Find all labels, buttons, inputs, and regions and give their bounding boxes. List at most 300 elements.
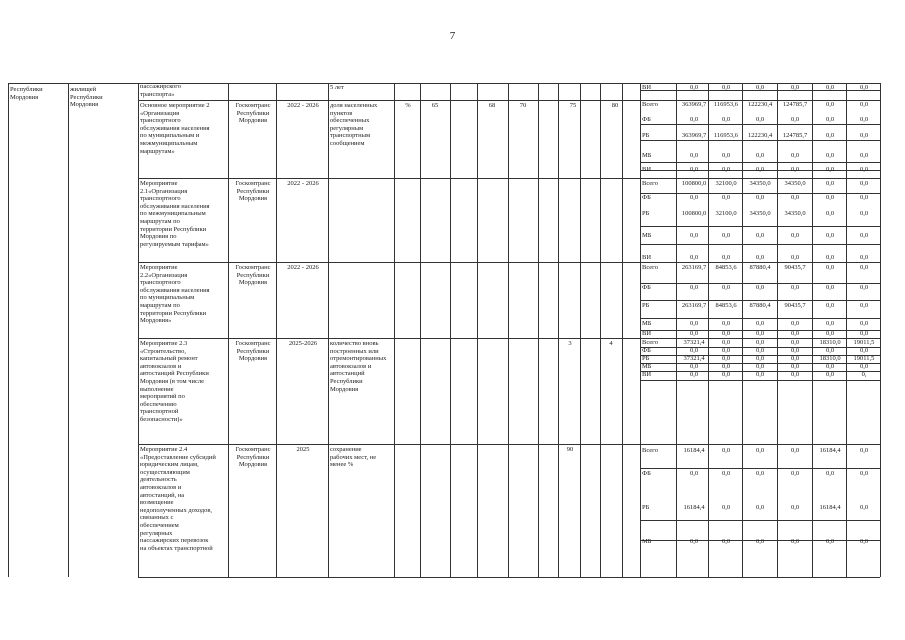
event-name-cell: «Предоставление субсидий — [140, 453, 216, 461]
funding-source-label: МБ — [642, 363, 652, 370]
funding-value: 0,0 — [755, 166, 765, 173]
funding-value: 0,0 — [859, 538, 869, 545]
finance-row-line — [640, 444, 880, 445]
funding-value: 0,0 — [790, 284, 800, 291]
funding-value: 0,0 — [790, 347, 800, 354]
funding-value: 0,0 — [721, 538, 731, 545]
funding-source-label: Всего — [642, 264, 658, 271]
finance-row-line — [640, 577, 880, 578]
event-name-cell: выполнение — [140, 385, 174, 393]
funding-value: 0,0 — [689, 371, 699, 378]
funding-value: 0,0 — [825, 320, 835, 327]
event-name-cell: территории Республики — [140, 309, 207, 317]
funding-value: 34350,0 — [784, 210, 806, 217]
funding-value: 0,0 — [825, 116, 835, 123]
funding-value: 0,0 — [790, 166, 800, 173]
funding-source-label: Всего — [642, 339, 658, 346]
funding-value: 0,0 — [825, 84, 835, 91]
event-name-cell: капитальный ремонт — [140, 355, 198, 363]
funding-value: 0,0 — [825, 363, 835, 370]
executor-cell: Республики — [236, 271, 270, 279]
region-cell: Республики — [10, 86, 43, 93]
funding-value: 0,0 — [790, 339, 800, 346]
event-name-cell: транспортного — [140, 279, 181, 287]
funding-source-label: РБ — [642, 504, 650, 511]
funding-value: 0,0 — [825, 302, 835, 309]
executor-cell: Мордовия — [238, 355, 268, 363]
funding-value: 263169,7 — [681, 302, 707, 309]
funding-value: 0,0 — [859, 101, 869, 108]
funding-value: 0,0 — [859, 264, 869, 271]
indicator-cell: сообщением — [330, 140, 365, 147]
unit-cell: % — [405, 102, 411, 109]
funding-value: 0,0 — [721, 339, 731, 346]
funding-value: 0,0 — [825, 284, 835, 291]
funding-value: 84853,6 — [715, 302, 737, 309]
funding-value: 0,0 — [755, 363, 765, 370]
event-name-cell: Мероприятие — [140, 180, 178, 187]
funding-value: 0,0 — [790, 232, 800, 239]
indicator-value: 65 — [431, 102, 439, 109]
funding-value: 0,0 — [859, 194, 869, 201]
funding-value: 0,0 — [689, 470, 699, 477]
funding-value: 34350,0 — [784, 180, 806, 187]
event-name-cell: «Строительство, — [140, 347, 186, 355]
funding-source-label: Всего — [642, 180, 658, 187]
event-name-cell: автостанций Республики — [140, 370, 209, 378]
funding-value: 18310,0 — [819, 355, 841, 362]
funding-value: 0,0 — [689, 347, 699, 354]
event-name-cell: 2.2«Организация — [140, 271, 188, 279]
indicator-cell: 5 лет — [330, 84, 344, 91]
funding-value: 0,0 — [790, 194, 800, 201]
region-cell: Мордовия — [10, 93, 39, 101]
funding-value: 90435,7 — [784, 264, 806, 271]
funding-value: 0,0 — [721, 330, 731, 337]
indicator-cell: отремонтированных — [330, 355, 387, 363]
funding-value: 0,0 — [825, 210, 835, 217]
funding-value: 0,0 — [689, 320, 699, 327]
funding-value: 0,0 — [790, 84, 800, 91]
funding-value: 0,0 — [825, 347, 835, 354]
grid-column-line — [450, 83, 451, 577]
indicator-cell: рабочих мест, не — [330, 453, 377, 461]
funding-value: 0,0 — [689, 284, 699, 291]
funding-source-label: МБ — [642, 152, 652, 159]
funding-source-label: ВИ — [642, 371, 652, 378]
event-name-cell: транспортного — [140, 117, 181, 125]
funding-value: 32100,0 — [715, 180, 737, 187]
finance-row-line — [640, 226, 880, 227]
period-cell: 2025-2026 — [288, 340, 318, 347]
funding-value: 0,0 — [755, 320, 765, 327]
funding-source-label: РБ — [642, 355, 650, 362]
funding-value: 0,0 — [825, 371, 835, 378]
funding-value: 0,0 — [825, 152, 835, 159]
event-name-cell: Мордовия по — [140, 233, 177, 241]
funding-value: 0,0 — [721, 84, 731, 91]
indicator-value: 3 — [568, 340, 572, 347]
event-name-cell: автовокзалов и — [140, 484, 182, 491]
event-name-cell: обеспечением — [140, 522, 179, 529]
funding-source-label: ФБ — [642, 194, 651, 201]
funding-value: 0,0 — [755, 371, 765, 378]
executor-cell: Мордовия — [238, 117, 268, 125]
funding-value: 32100,0 — [715, 210, 737, 217]
funding-value: 0,0 — [689, 84, 699, 91]
executor-cell: Госкомтранс — [235, 102, 271, 109]
event-name-cell: Основное мероприятие 2 — [140, 102, 210, 109]
page-number: 7 — [449, 30, 456, 42]
indicator-cell: пунктов — [330, 109, 353, 117]
funding-value: 0,0 — [755, 447, 765, 454]
event-name-cell: обслуживания населения — [140, 286, 210, 294]
finance-row-line — [640, 140, 880, 141]
funding-value: 90435,7 — [784, 302, 806, 309]
funding-value: 0,0 — [790, 538, 800, 545]
funding-value: 0,0 — [721, 284, 731, 291]
funding-value: 19011,5 — [853, 355, 875, 362]
funding-source-label: ФБ — [642, 284, 651, 291]
funding-value: 0,0 — [790, 355, 800, 362]
event-name-cell: по муниципальным — [140, 294, 195, 302]
funding-value: 87880,4 — [749, 264, 771, 271]
funding-value: 0,0 — [689, 538, 699, 545]
funding-value: 0,0 — [859, 210, 869, 217]
funding-value: 16184,4 — [819, 447, 841, 454]
funding-value: 0,0 — [859, 470, 869, 477]
grid-column-line — [276, 83, 277, 577]
funding-value: 0,0 — [825, 470, 835, 477]
event-name-cell: возмещение — [140, 499, 174, 507]
grid-column-line — [228, 83, 229, 577]
executor-cell: Республики — [236, 347, 270, 355]
funding-value: 0,0 — [859, 284, 869, 291]
funding-value: 124785,7 — [782, 132, 808, 139]
event-name-cell: безопасности)» — [140, 416, 183, 423]
funding-value: 0,0 — [755, 470, 765, 477]
event-name-cell: обслуживания населения — [140, 202, 210, 210]
funding-value: 0,0 — [721, 152, 731, 159]
funding-value: 0,0 — [689, 330, 699, 337]
finance-row-line — [640, 468, 880, 469]
indicator-value: 70 — [519, 102, 527, 109]
grid-column-line — [138, 83, 139, 577]
program-cell: Мордовия — [70, 101, 99, 109]
funding-value: 0,0 — [755, 504, 765, 511]
funding-value: 100800,0 — [681, 180, 707, 187]
program-cell: жилищей — [70, 86, 97, 93]
funding-value: 124785,7 — [782, 101, 808, 108]
funding-value: 0,0 — [859, 152, 869, 159]
funding-value: 19011,5 — [853, 339, 875, 346]
executor-cell: Госкомтранс — [235, 340, 271, 347]
finance-row-line — [640, 318, 880, 319]
funding-value: 0,0 — [689, 232, 699, 239]
finance-row-line — [640, 300, 880, 301]
funding-value: 0,0 — [721, 347, 731, 354]
finance-row-line — [640, 244, 880, 245]
event-name-cell: Мероприятие — [140, 264, 178, 271]
funding-source-label: Всего — [642, 447, 658, 454]
funding-value: 0,0 — [790, 470, 800, 477]
event-name-cell: регулярных — [140, 529, 173, 537]
funding-value: 0,0 — [755, 116, 765, 123]
funding-source-label: ФБ — [642, 470, 651, 477]
funding-value: 0,0 — [790, 447, 800, 454]
funding-value: 0,0 — [755, 330, 765, 337]
indicator-cell: транспортным — [330, 132, 371, 140]
funding-value: 0,0 — [721, 355, 731, 362]
funding-value: 0,0 — [790, 320, 800, 327]
funding-value: 0,0 — [859, 232, 869, 239]
indicator-cell: автостанций — [330, 370, 365, 378]
event-name-cell: маршрутам» — [140, 147, 175, 155]
funding-value: 116953,6 — [713, 101, 739, 108]
funding-value: 263169,7 — [681, 264, 707, 271]
event-name-cell: недополученных доходов, — [140, 506, 213, 514]
grid-column-line — [622, 83, 623, 577]
funding-value: 0,0 — [859, 447, 869, 454]
funding-source-label: ВИ — [642, 330, 652, 337]
event-name-cell: транспорта» — [140, 90, 175, 98]
funding-value: 122230,4 — [747, 101, 773, 108]
funding-value: 0,0 — [689, 166, 699, 173]
event-name-cell: пассажирских перевозок — [140, 537, 209, 545]
indicator-value: 90 — [566, 446, 574, 453]
indicator-cell: Мордовия — [330, 385, 359, 393]
event-name-cell: транспортной — [140, 408, 179, 416]
funding-value: 0,0 — [825, 101, 835, 108]
funding-value: 0,0 — [825, 264, 835, 271]
period-cell: 2022 - 2026 — [287, 264, 319, 271]
funding-value: 0,0 — [790, 371, 800, 378]
funding-value: 0,0 — [755, 339, 765, 346]
executor-cell: Мордовия — [238, 461, 268, 469]
funding-value: 116953,6 — [713, 132, 739, 139]
event-name-cell: по межмуниципальным — [140, 210, 206, 218]
funding-value: 37321,4 — [683, 355, 705, 362]
indicator-value: 75 — [569, 102, 577, 109]
funding-value: 0,0 — [721, 254, 731, 261]
funding-value: 0,0 — [859, 320, 869, 327]
funding-value: 0,0 — [825, 166, 835, 173]
indicator-cell: доля населенных — [330, 102, 378, 109]
funding-source-label: МБ — [642, 232, 652, 239]
funding-value: 0,0 — [859, 504, 869, 511]
funding-value: 0,0 — [790, 504, 800, 511]
event-name-cell: юридическим лицам, — [140, 461, 199, 469]
funding-value: 34350,0 — [749, 210, 771, 217]
funding-source-label: Всего — [642, 101, 658, 108]
executor-cell: Республики — [236, 187, 270, 195]
grid-column-line — [880, 83, 881, 577]
grid-column-line — [68, 83, 69, 577]
funding-source-label: РБ — [642, 302, 650, 309]
funding-value: 0,0 — [790, 116, 800, 123]
executor-cell: Госкомтранс — [235, 264, 271, 271]
program-cell: Республики — [70, 93, 103, 101]
funding-value: 0,0 — [859, 302, 869, 309]
finance-row-line — [640, 520, 880, 521]
event-name-cell: обеспечению — [140, 400, 177, 408]
event-name-cell: мероприятий по — [140, 393, 185, 401]
funding-value: 16184,4 — [683, 447, 705, 454]
grid-column-line — [8, 83, 9, 577]
indicator-value: 80 — [611, 102, 619, 109]
funding-value: 0,0 — [689, 254, 699, 261]
indicator-cell: обеспеченных — [330, 117, 370, 125]
event-name-cell: 2.1«Организация — [140, 187, 188, 195]
grid-column-line — [508, 83, 509, 577]
funding-value: 0,0 — [859, 254, 869, 261]
event-name-cell: маршрутам по — [140, 302, 180, 309]
funding-value: 0,0 — [859, 116, 869, 123]
event-name-cell: Мероприятие 2.3 — [140, 340, 188, 347]
executor-cell: Госкомтранс — [235, 180, 271, 187]
funding-value: 0,0 — [755, 347, 765, 354]
funding-value: 0,0 — [755, 538, 765, 545]
grid-column-line — [558, 83, 559, 577]
indicator-cell: Республики — [330, 378, 363, 385]
funding-value: 0,0 — [689, 194, 699, 201]
funding-value: 0,0 — [755, 152, 765, 159]
funding-value: 0,0 — [790, 254, 800, 261]
funding-value: 0,0 — [790, 330, 800, 337]
indicator-cell: сохранение — [330, 446, 362, 453]
funding-value: 0,0 — [859, 347, 869, 354]
funding-value: 363969,7 — [681, 101, 707, 108]
funding-value: 0,0 — [721, 447, 731, 454]
executor-cell: Мордовия — [238, 195, 268, 203]
grid-column-line — [600, 83, 601, 577]
indicator-cell: количество вновь — [330, 340, 379, 347]
funding-value: 0,0 — [721, 166, 731, 173]
funding-value: 0,0 — [859, 132, 869, 139]
event-name-cell: маршрутам по — [140, 218, 180, 225]
grid-column-line — [538, 83, 539, 577]
funding-source-label: РБ — [642, 132, 650, 139]
funding-value: 37321,4 — [683, 339, 705, 346]
indicator-cell: автовокзалов и — [330, 362, 372, 370]
funding-value: 0,0 — [825, 330, 835, 337]
funding-source-label: МБ — [642, 538, 652, 545]
event-name-cell: межмуниципальным — [140, 140, 198, 147]
funding-value: 100800,0 — [681, 210, 707, 217]
event-name-cell: связанных с — [140, 514, 174, 522]
funding-value: 0,0 — [689, 363, 699, 370]
indicator-cell: менее % — [330, 461, 354, 469]
funding-value: 0,0 — [721, 504, 731, 511]
event-name-cell: регулируемым тарифам» — [140, 240, 209, 248]
event-name-cell: территории Республики — [140, 225, 207, 233]
event-name-cell: по муниципальным и — [140, 132, 200, 140]
executor-cell: Республики — [236, 453, 270, 461]
event-name-cell: Мордовия» — [140, 317, 172, 325]
indicator-value: 68 — [488, 102, 496, 109]
funding-value: 363969,7 — [681, 132, 707, 139]
period-cell: 2022 - 2026 — [287, 102, 319, 109]
funding-value: 0,0 — [859, 363, 869, 370]
grid-column-line — [394, 83, 395, 577]
funding-source-label: ФБ — [642, 347, 651, 354]
funding-value: 16184,4 — [683, 504, 705, 511]
funding-value: 0,0 — [755, 284, 765, 291]
funding-value: 0,0 — [790, 152, 800, 159]
period-cell: 2022 - 2026 — [287, 180, 319, 187]
funding-source-label: ВИ — [642, 84, 652, 91]
funding-value: 34350,0 — [749, 180, 771, 187]
funding-value: 0,0 — [721, 194, 731, 201]
funding-value: 0,0 — [825, 194, 835, 201]
event-name-cell: деятельность — [140, 476, 177, 484]
indicator-cell: построенных или — [330, 347, 379, 355]
executor-cell: Республики — [236, 109, 270, 117]
funding-value: 0,0 — [790, 363, 800, 370]
funding-value: 16184,4 — [819, 504, 841, 511]
grid-column-line — [477, 83, 478, 577]
funding-value: 0,0 — [825, 180, 835, 187]
funding-value: 0,0 — [825, 132, 835, 139]
funding-value: 0,0 — [825, 254, 835, 261]
funding-value: 0,0 — [859, 84, 869, 91]
finance-row-line — [640, 162, 880, 163]
funding-value: 0,0 — [721, 116, 731, 123]
funding-value: 87880,4 — [749, 302, 771, 309]
event-name-cell: пассажирского — [140, 83, 182, 90]
funding-value: 0, — [861, 371, 867, 378]
finance-row-line — [640, 124, 880, 125]
executor-cell: Мордовия — [238, 279, 268, 287]
funding-value: 0,0 — [825, 232, 835, 239]
funding-source-label: ВИ — [642, 166, 652, 173]
funding-value: 0,0 — [825, 538, 835, 545]
funding-value: 0,0 — [755, 194, 765, 201]
grid-column-line — [580, 83, 581, 577]
funding-value: 122230,4 — [747, 132, 773, 139]
funding-value: 0,0 — [755, 254, 765, 261]
finance-row-line — [640, 178, 880, 179]
finance-row-line — [640, 262, 880, 263]
finance-row-line — [640, 380, 880, 381]
funding-value: 0,0 — [689, 152, 699, 159]
funding-source-label: РБ — [642, 210, 650, 217]
funding-value: 84853,6 — [715, 264, 737, 271]
funding-source-label: МБ — [642, 320, 652, 327]
grid-column-line — [328, 83, 329, 577]
event-name-cell: обслуживания населения — [140, 124, 210, 132]
funding-value: 0,0 — [721, 320, 731, 327]
funding-value: 0,0 — [721, 232, 731, 239]
funding-value: 0,0 — [859, 180, 869, 187]
funding-value: 0,0 — [755, 355, 765, 362]
executor-cell: Госкомтранс — [235, 446, 271, 453]
event-name-cell: транспортного — [140, 195, 181, 203]
funding-value: 0,0 — [689, 116, 699, 123]
funding-source-label: ВИ — [642, 254, 652, 261]
grid-column-line — [420, 83, 421, 577]
event-name-cell: Мордовия (в том числе — [140, 378, 204, 385]
period-cell: 2025 — [296, 446, 310, 453]
funding-value: 0,0 — [721, 363, 731, 370]
funding-value: 18310,0 — [819, 339, 841, 346]
funding-source-label: ФБ — [642, 116, 651, 123]
indicator-cell: регулярным — [330, 124, 364, 132]
funding-value: 0,0 — [755, 232, 765, 239]
funding-value: 0,0 — [859, 330, 869, 337]
event-name-cell: автовокзалов и — [140, 362, 182, 370]
funding-value: 0,0 — [721, 470, 731, 477]
